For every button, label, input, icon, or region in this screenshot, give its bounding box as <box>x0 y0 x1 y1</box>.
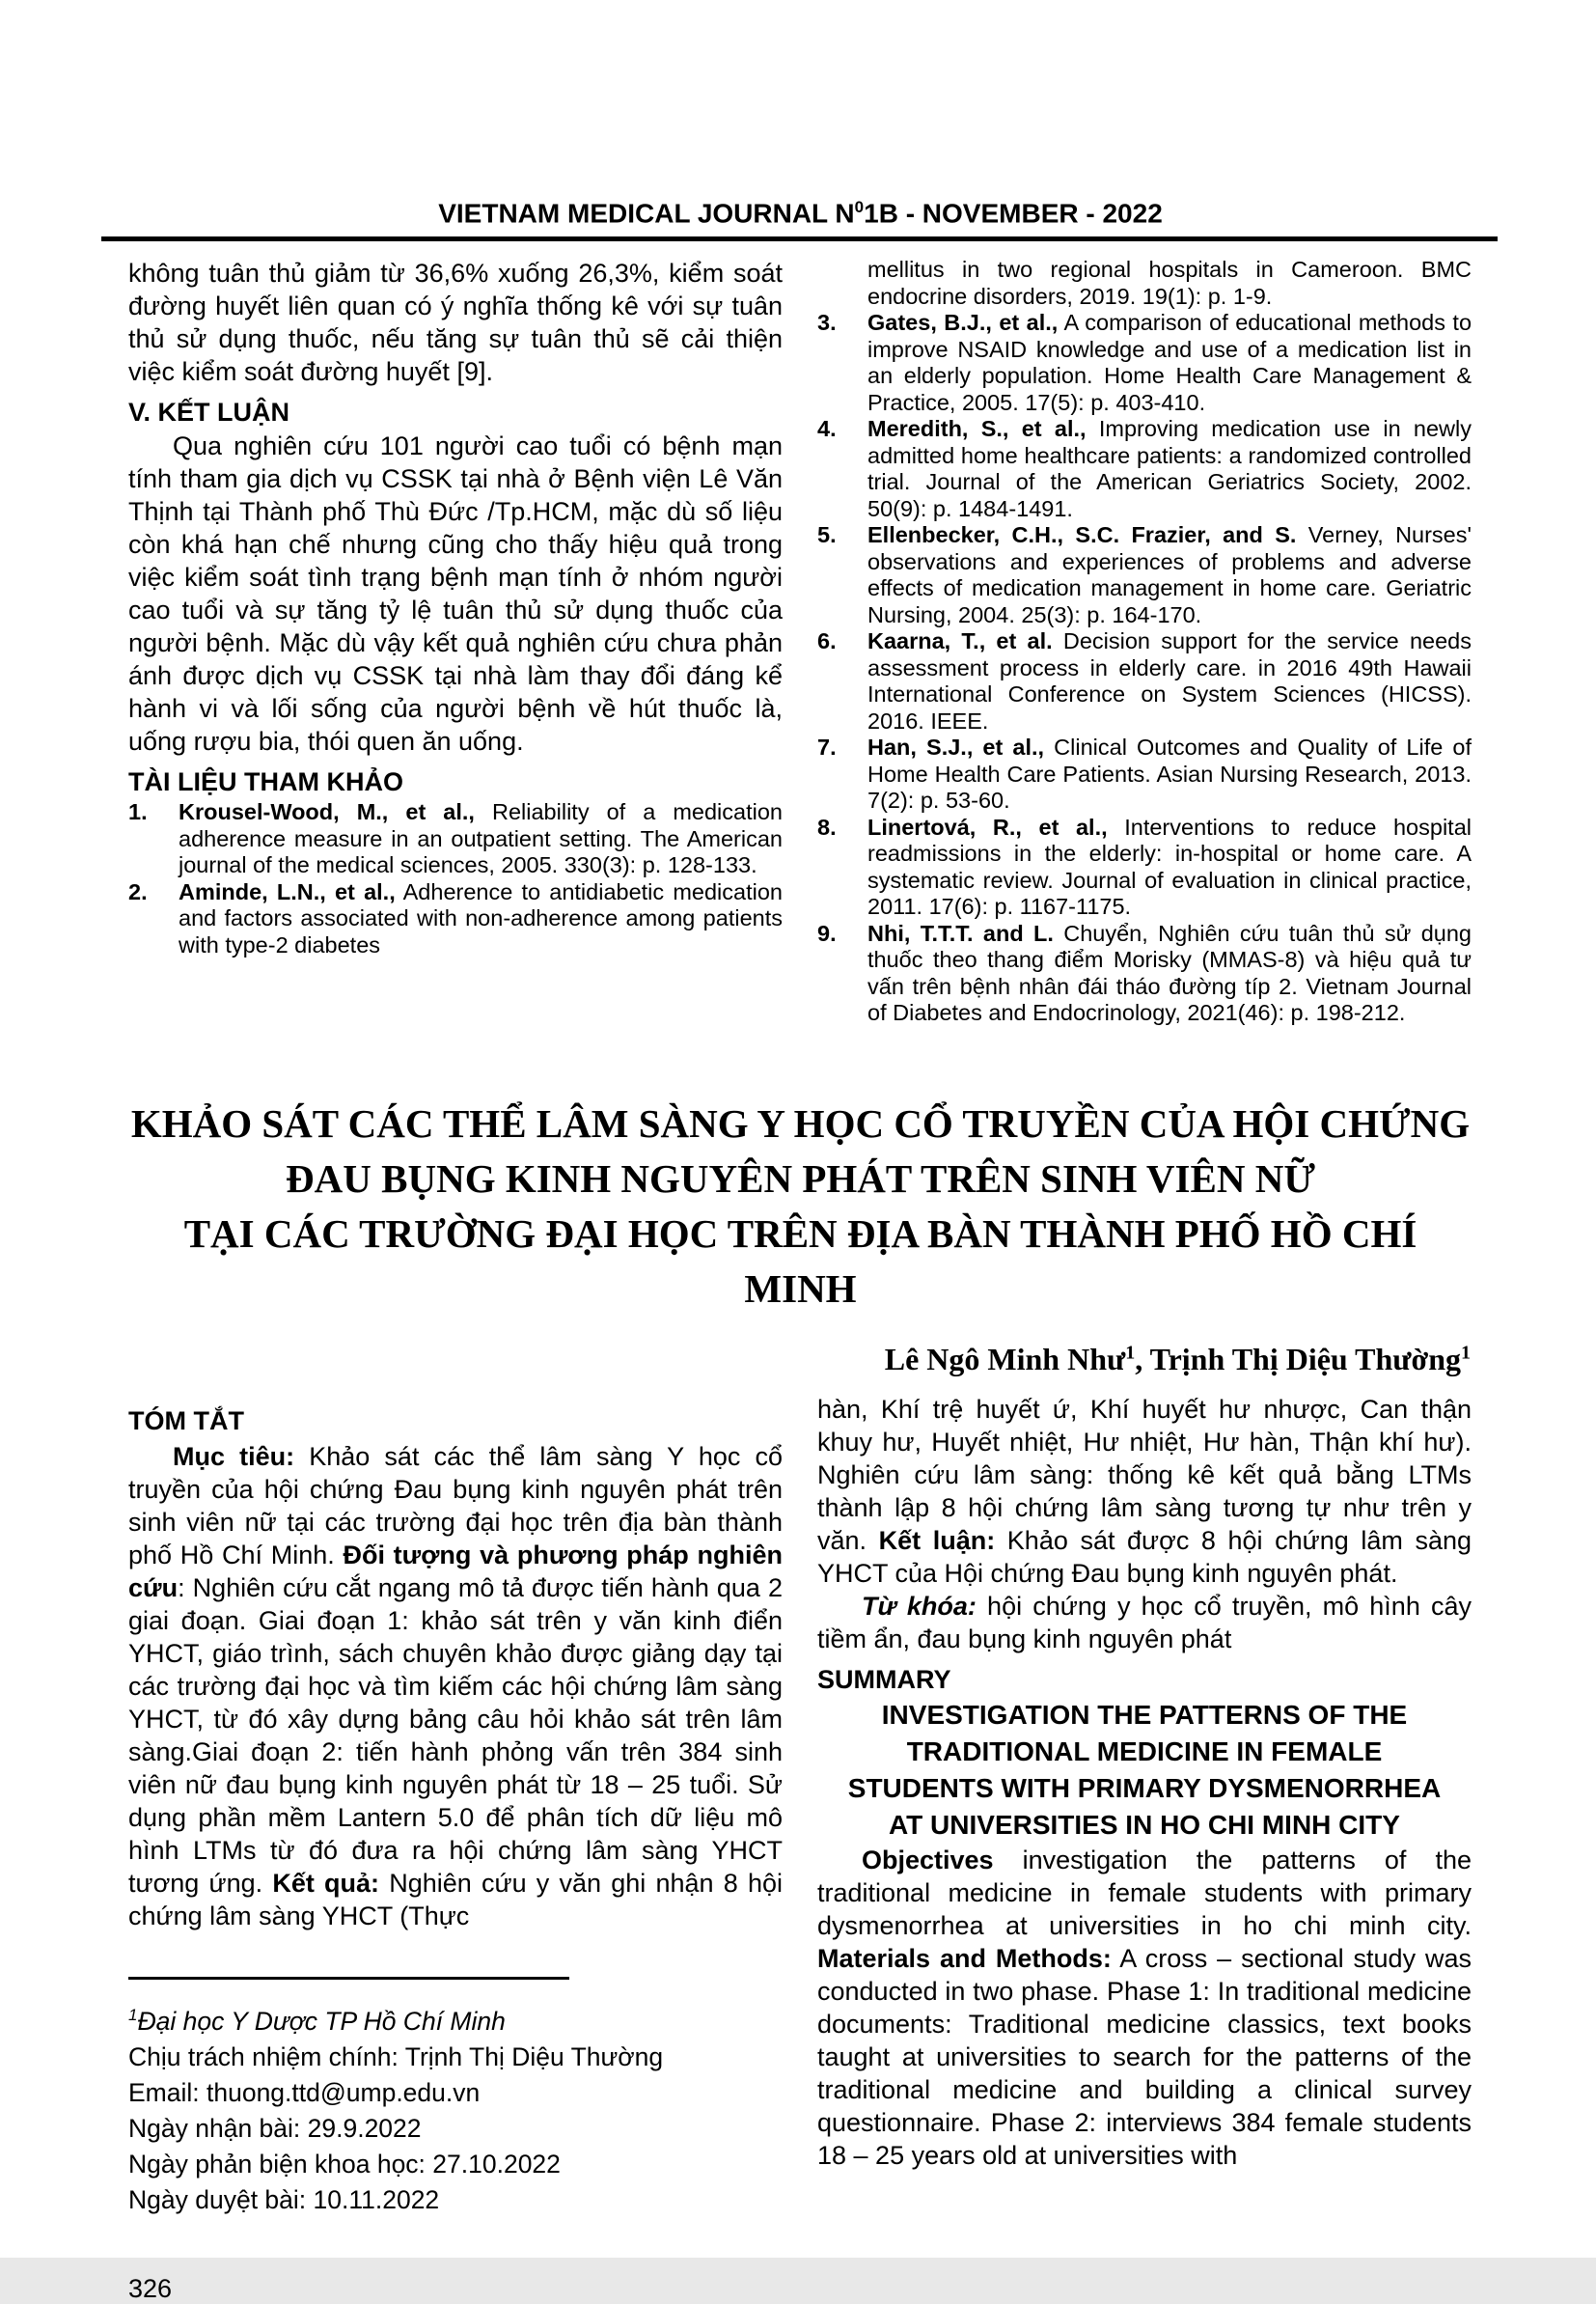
article1-columns <box>128 257 1472 1027</box>
authors-line <box>128 1342 1471 1377</box>
reference-authors: Han, S.J., et al., <box>867 735 1045 761</box>
references-heading: TÀI LIỆU THAM KHẢO <box>128 767 403 797</box>
conclusion-heading: V. KẾT LUẬN <box>128 398 290 428</box>
reference-item-6 <box>817 628 1472 735</box>
reference-detail: A comparison of educational methods to improve NSAID knowledge and use of a medication list in an elderly population. Home Health Care Management & Practice, 2005. 17(5): p. 403-410. <box>867 310 1472 415</box>
reference-detail: Improving medication use in newly admitted home healthcare patients: a randomized controlled trial. Journal of the American Geriatrics Society, 2002. 50(9): p. 1484-1491. <box>867 416 1472 521</box>
reference-number: 1. <box>128 799 148 825</box>
article1-left-column <box>128 257 783 1027</box>
header-rule <box>101 236 1498 241</box>
english-title-line-4: AT UNIVERSITIES IN HO CHI MINH CITY <box>889 1809 1400 1840</box>
reference-authors: Aminde, L.N., et al., <box>179 878 396 904</box>
author-2: Trịnh Thị Diệu Thường <box>1149 1341 1461 1376</box>
footnote-email: Email: thuong.ttd@ump.edu.vn <box>128 2077 481 2107</box>
affiliation-superscript: 1 <box>128 2005 138 2024</box>
reference-authors: Kaarna, T., et al. <box>867 628 1053 654</box>
reference-number: 9. <box>817 920 837 946</box>
reference-text <box>867 735 1472 815</box>
reference-number: 4. <box>817 416 837 442</box>
author-separator: , <box>1135 1341 1150 1376</box>
page-number: 326 <box>128 2273 173 2303</box>
reference-text <box>867 522 1472 628</box>
reference-text <box>867 310 1472 416</box>
conclusion-paragraph: Qua nghiên cứu 101 người cao tuổi có bệnh mạn tính tham gia dịch vụ CSSK tại nhà ở Bệnh viện Lê Văn Thịnh tại Thành phố Thù Đức /Tp.HCM, mặc dù số liệu còn khá hạn chế nhưng cũng cho thấy hiệu quả trong việc kiểm soát tình trạng bệnh mạn tính ở nhóm người cao tuổi và sự tăng tỷ lệ tuân thủ sử dụng thuốc của người bệnh. Mặc dù vậy kết quả nghiên cứu chưa phản ánh được dịch vụ CSSK tại nhà làm thay đổi đáng kể hành vi và lối sống của người bệnh về hút thuốc là, uống rượu bia, thói quen ăn uống. <box>128 431 783 757</box>
footnote-received-date: Ngày nhận bài: 29.9.2022 <box>128 2113 422 2143</box>
article2-left-column <box>128 1393 783 2218</box>
reference-authors: Meredith, S., et al., <box>867 416 1087 442</box>
footnote-affiliation <box>128 1997 783 2040</box>
article2-right-column <box>817 1393 1472 2218</box>
article-title-line-2: ĐAU BỤNG KINH NGUYÊN PHÁT TRÊN SINH VIÊN NỮ <box>286 1155 1315 1201</box>
reference-item-8 <box>817 815 1472 921</box>
footnote-reviewed-date: Ngày phản biện khoa học: 27.10.2022 <box>128 2149 561 2179</box>
reference-text <box>867 921 1472 1027</box>
reference-number: 6. <box>817 628 837 654</box>
reference-detail: Chuyển, Nghiên cứu tuân thủ sử dụng thuốc theo thang điểm Morisky (MMAS-8) và hiệu quả tư vấn trên bệnh nhân đái tháo đường típ 2. Vietnam Journal of Diabetes and Endocrinology, 2021(46): p. 198-212. <box>867 920 1472 1026</box>
reference-number: 2. <box>128 878 148 904</box>
footnote-corresponding-author: Chịu trách nhiệm chính: Trịnh Thị Diệu Thường <box>128 2041 664 2071</box>
author-2-affiliation-mark: 1 <box>1461 1342 1471 1364</box>
reference-detail: Interventions to reduce hospital readmissions in the elderly: in-hospital or home care. A systematic review. Journal of evaluation in clinical practice, 2011. 17(6): p. 1167-1175. <box>867 814 1472 920</box>
reference-item-3 <box>817 310 1472 416</box>
reference-item-5 <box>817 522 1472 628</box>
reference-item-4 <box>817 416 1472 522</box>
reference-authors: Nhi, T.T.T. and L. <box>867 920 1054 946</box>
article-title <box>128 1096 1472 1317</box>
reference-text <box>867 815 1472 921</box>
english-title-line-3: STUDENTS WITH PRIMARY DYSMENORRHEA <box>847 1772 1442 1803</box>
reference-text <box>179 879 783 959</box>
reference-text <box>867 628 1472 735</box>
reference-detail: Verney, Nurses' observations and experiences of problems and adverse effects of medication management in home care. Geriatric Nursing, 2004. 25(3): p. 164-170. <box>867 522 1472 627</box>
author-1-affiliation-mark: 1 <box>1125 1342 1136 1364</box>
english-title-line-1: INVESTIGATION THE PATTERNS OF THE <box>881 1699 1408 1730</box>
author-1: Lê Ngô Minh Như <box>884 1341 1126 1376</box>
reference-text <box>867 416 1472 522</box>
paragraph-continuation: không tuân thủ giảm từ 36,6% xuống 26,3%, kiểm soát đường huyết liên quan có ý nghĩa thống kê với sự tuân thủ sử dụng thuốc, nếu tăng sự tuân thủ sẽ cải thiện việc kiểm soát đường huyết [9]. <box>128 259 783 387</box>
reference-item-2 <box>128 879 783 959</box>
running-head-superscript: 0 <box>854 198 865 216</box>
running-head-text: VIETNAM MEDICAL JOURNAL N <box>438 198 855 229</box>
summary-paragraph: Objectives investigation the patterns of the traditional medicine in female students with primary dysmenorrhea at universities in ho chi minh city. Materials and Methods: A cross – sectional study was conducted in two phase. Phase 1: In traditional medicine documents: Traditional medicine classics, text books taught at universities to search for the patterns of the traditional medicine and building a clinical survey questionnaire. Phase 2: interviews 384 female students 18 – 25 years old at universities with <box>817 1845 1472 2170</box>
reference-item-1 <box>128 799 783 879</box>
reference-detail: Adherence to antidiabetic medication and factors associated with non-adherence among patients with type-2 diabetes <box>179 878 783 958</box>
running-head <box>128 198 1472 229</box>
article2-columns <box>128 1393 1472 2218</box>
reference-detail: Clinical Outcomes and Quality of Life of Home Health Care Patients. Asian Nursing Research, 2013. 7(2): p. 53-60. <box>867 735 1472 814</box>
footnote-accepted-date: Ngày duyệt bài: 10.11.2022 <box>128 2184 440 2214</box>
reference-item-9 <box>817 921 1472 1027</box>
reference-text <box>179 799 783 879</box>
abstract-heading: TÓM TẮT <box>128 1405 244 1435</box>
reference-detail: Decision support for the service needs assessment process in elderly care. in 2016 49th Hawaii International Conference on System Sciences (HICSS). 2016. IEEE. <box>867 628 1472 734</box>
article-title-line-1: KHẢO SÁT CÁC THỂ LÂM SÀNG Y HỌC CỔ TRUYỀN CỦA HỘI CHỨNG <box>130 1100 1471 1146</box>
english-title <box>817 1697 1472 1844</box>
reference-authors: Krousel-Wood, M., et al., <box>179 799 475 825</box>
reference-item-7 <box>817 735 1472 815</box>
summary-heading: SUMMARY <box>817 1664 951 1694</box>
reference-item-2-continuation: mellitus in two regional hospitals in Cameroon. BMC endocrine disorders, 2019. 19(1): p. 1-9. <box>867 257 1472 309</box>
running-head-text-rest: 1B - NOVEMBER - 2022 <box>864 198 1163 229</box>
article1-right-column <box>817 257 1472 1027</box>
affiliation-text: Đại học Y Dược TP Hồ Chí Minh <box>137 2006 506 2036</box>
reference-authors: Linertová, R., et al., <box>867 814 1108 840</box>
reference-number: 5. <box>817 522 837 548</box>
footnote-rule <box>128 1977 569 1980</box>
reference-number: 7. <box>817 735 837 761</box>
article-title-line-3: TẠI CÁC TRƯỜNG ĐẠI HỌC TRÊN ĐỊA BÀN THÀNH PHỐ HỒ CHÍ MINH <box>183 1210 1417 1311</box>
keywords-line: Từ khóa: hội chứng y học cổ truyền, mô hình cây tiềm ẩn, đau bụng kinh nguyên phát <box>817 1591 1472 1653</box>
footnote-block <box>128 1977 783 2218</box>
reference-number: 8. <box>817 814 837 840</box>
reference-authors: Ellenbecker, C.H., S.C. Frazier, and S. <box>867 522 1297 548</box>
reference-authors: Gates, B.J., et al., <box>867 310 1059 336</box>
english-title-line-2: TRADITIONAL MEDICINE IN FEMALE <box>906 1735 1383 1766</box>
abstract-paragraph: Mục tiêu: Khảo sát các thể lâm sàng Y học cổ truyền của hội chứng Đau bụng kinh nguyên phát trên sinh viên nữ tại các trường đại học trên địa bàn thành phố Hồ Chí Minh. Đối tượng và phương pháp nghiên cứu: Nghiên cứu cắt ngang mô tả được tiến hành qua 2 giai đoạn. Giai đoạn 1: khảo sát trên y văn kinh điển YHCT, giáo trình, sách chuyên khảo được giảng dạy tại các trường đại học và tìm kiếm các hội chứng lâm sàng YHCT, từ đó xây dựng bảng câu hỏi khảo sát trên lâm sàng.Giai đoạn 2: tiến hành phỏng vấn trên 384 sinh viên nữ đau bụng kinh nguyên phát từ 18 – 25 tuổi. Sử dụng phần mềm Lantern 5.0 để phân tích dữ liệu mô hình LTMs từ đó đưa ra hội chứng lâm sàng YHCT tương ứng. Kết quả: Nghiên cứu y văn ghi nhận 8 hội chứng lâm sàng YHCT (Thực <box>128 1441 783 1930</box>
reference-detail: Reliability of a medication adherence measure in an outpatient setting. The American journal of the medical sciences, 2005. 330(3): p. 128-133. <box>179 799 783 878</box>
abstract-paragraph-continuation: hàn, Khí trệ huyết ứ, Khí huyết hư nhược, Can thận khuy hư, Huyết nhiệt, Hư nhiệt, Hư hàn, Thận khí hư). Nghiên cứu lâm sàng: thống kê kết quả bằng LTMs thành lập 8 hội chứng lâm sàng tương tự như trên y văn. Kết luận: Khảo sát được 8 hội chứng lâm sàng YHCT của Hội chứng Đau bụng kinh nguyên phát. <box>817 1394 1472 1588</box>
reference-number: 3. <box>817 310 837 336</box>
